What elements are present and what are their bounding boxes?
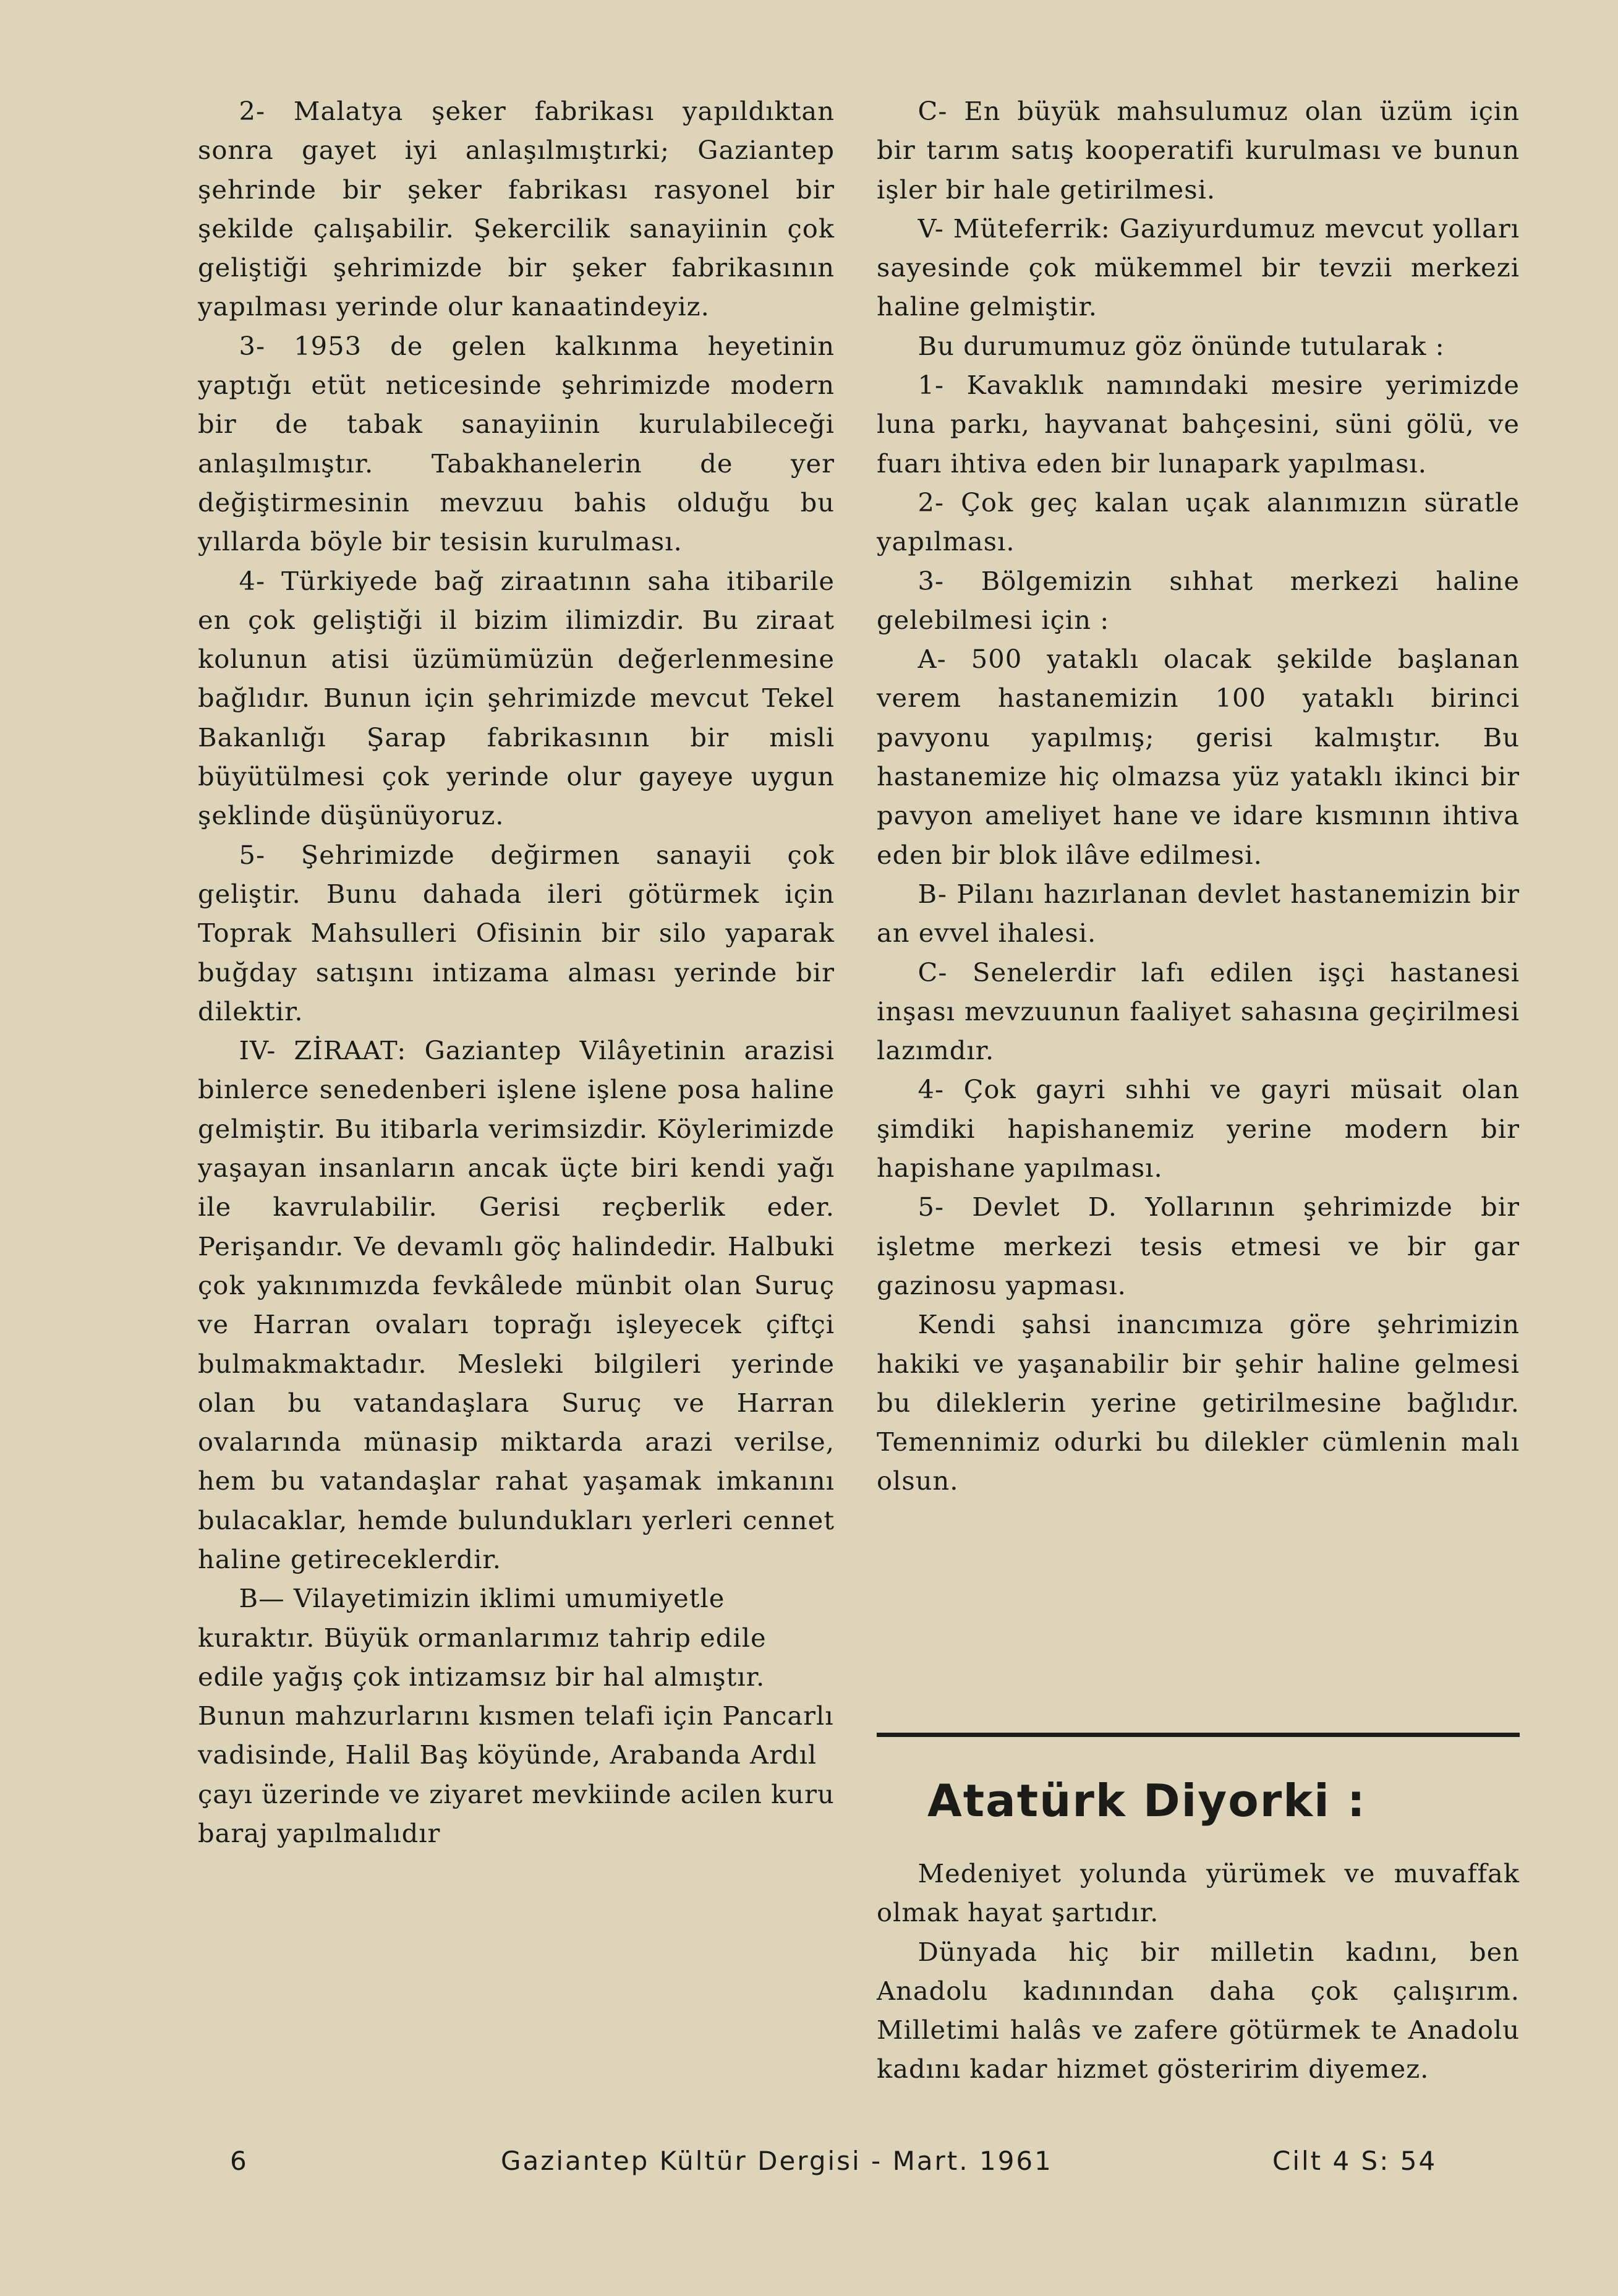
right-column <box>877 92 1520 1501</box>
paragraph-health-center: 3- Bölgemizin sıhhat merkezi haline gelebilmesi için : <box>877 565 1520 635</box>
paragraph-considering: Bu durumumuz göz önünde tutularak : <box>918 330 1445 361</box>
volume-issue: Cilt 4 S: 54 <box>1272 2146 1437 2176</box>
publication-title: Gaziantep Kültür Dergisi - Mart. 1961 <box>501 2146 1053 2176</box>
section-divider <box>877 1733 1520 1737</box>
paragraph-lunapark: 1- Kavaklık namındaki mesire yerimizde luna parkı, hayvanat bahçesini, süni gölü, ve fuarı ihtiva eden bir lunapark yapılması. <box>877 370 1520 479</box>
quote-heading: Atatürk Diyorki : <box>927 1775 1366 1827</box>
paragraph-airport: 2- Çok geç kalan uçak alanımızın süratle yapılması. <box>877 487 1520 557</box>
paragraph-railways: 5- Devlet D. Yollarının şehrimizde bir işletme merkezi tesis etmesi ve bir gar gazinosu yapması. <box>877 1192 1520 1300</box>
paragraph-workers-hospital: C- Senelerdir lafı edilen işçi hastanesi inşası mevzuunun faaliyet sahasına geçirilmesi lazımdır. <box>877 957 1520 1066</box>
paragraph-tannery: 3- 1953 de gelen kalkınma heyetinin yaptığı etüt neticesinde şehrimizde modern bir de tabak sanayiinin kurulabileceği anlaşılmıştır. Tabakhanelerin de yer değiştirmesinin mevzuu bahis olduğu bu yıllarda böyle bir tesisin kurulması. <box>198 330 835 557</box>
paragraph-agriculture: IV- ZİRAAT: Gaziantep Vilâyetinin arazisi binlerce senedenberi işlene işlene posa haline gelmiştir. Bu itibarla verimsizdir. Köylerimizde yaşayan insanların ancak üçte biri kendi yağı ile kavrulabilir. Gerisi reçberlik eder. Perişandır. Ve devamlı göç halindedir. Halbuki çok yakınımızda fevkâlede münbit olan Suruç ve Harran ovaları toprağı işleyecek çiftçi bulmakmaktadır. Mesleki bilgileri yerinde olan bu vatandaşlara Suruç ve Harran ovalarında münasip miktarda arazi verilse, hem bu vatandaşlar rahat yaşamak imkanını bulacaklar, hemde bulundukları yerleri cennet haline getireceklerdir. <box>198 1035 835 1574</box>
paragraph-mill-industry: 5- Şehrimizde değirmen sanayii çok geliştir. Bunu dahada ileri götürmek için Toprak Mahsulleri Ofisinin bir silo yaparak buğday satışını intizama alması yerinde bir dilektir. <box>198 839 835 1026</box>
paragraph-grape-cooperative: C- En büyük mahsulumuz olan üzüm için bir tarım satış kooperatifi kurulması ve bunun işler bir hale getirilmesi. <box>877 96 1520 205</box>
paragraph-climate-dams: B— Vilayetimizin iklimi umumiyetle kuraktır. Büyük ormanlarımız tahrip edile edile yağış çok intizamsız bir hal almıştır. Bunun mahzurlarını kısmen telafi için Pancarlı vadisinde, Halil Baş köyünde, Arabanda Ardıl çayı üzerinde ve ziyaret mevkiinde acilen kuru baraj yapılmalıdır <box>198 1583 835 1849</box>
paragraph-malatya-sugar: 2- Malatya şeker fabrikası yapıldıktan sonra gayet iyi anlaşılmıştırki; Gaziantep şehrinde bir şeker fabrikası rasyonel bir şekilde çalışabilir. Şekercilik sanayiinin çok geliştiği şehrimizde bir şeker fabrikasının yapılması yerinde olur kanaatindeyiz. <box>198 96 835 322</box>
paragraph-conclusion: Kendi şahsi inancımıza göre şehrimizin hakiki ve yaşanabilir bir şehir haline gelmesi bu dileklerin yerine getirilmesine bağlıdır. Temennimiz odurki bu dilekler cümlenin malı olsun. <box>877 1309 1520 1496</box>
paragraph-miscellaneous: V- Müteferrik: Gaziyurdumuz mevcut yolları sayesinde çok mükemmel bir tevzii merkezi haline gelmiştir. <box>877 213 1520 322</box>
quote-paragraph: Dünyada hiç bir milletin kadını, ben Anadolu kadınından daha çok çalışırım. Milletimi halâs ve zafere götürmek te Anadolu kadını kadar hizmet gösteririm diyemez. <box>877 1936 1520 2085</box>
left-column <box>198 92 835 1853</box>
page-number: 6 <box>230 2146 249 2176</box>
quote-body <box>877 1854 1520 2089</box>
paragraph-viticulture: 4- Türkiyede bağ ziraatının saha itibarile en çok geliştiği il bizim ilimizdir. Bu ziraat kolunun atisi üzümümüzün değerlenmesine bağlıdır. Bunun için şehrimizde mevcut Tekel Bakanlığı Şarap fabrikasının bir misli büyütülmesi çok yerinde olur gayeye uygun şeklinde düşünüyoruz. <box>198 565 835 831</box>
paragraph-prison: 4- Çok gayri sıhhi ve gayri müsait olan şimdiki hapishanemiz yerine modern bir hapishane yapılması. <box>877 1074 1520 1184</box>
quote-paragraph: Medeniyet yolunda yürümek ve muvaffak olmak hayat şartıdır. <box>877 1858 1520 1928</box>
paragraph-state-hospital: B- Pilanı hazırlanan devlet hastanemizin bir an evvel ihalesi. <box>877 878 1520 949</box>
paragraph-tuberculosis-hospital: A- 500 yataklı olacak şekilde başlanan verem hastanemizin 100 yataklı birinci pavyonu yapılmış; gerisi kalmıştır. Bu hastanemize hiç olmazsa yüz yataklı ikinci bir pavyon ameliyet hane ve idare kısmının ihtiva eden bir blok ilâve edilmesi. <box>877 644 1520 870</box>
